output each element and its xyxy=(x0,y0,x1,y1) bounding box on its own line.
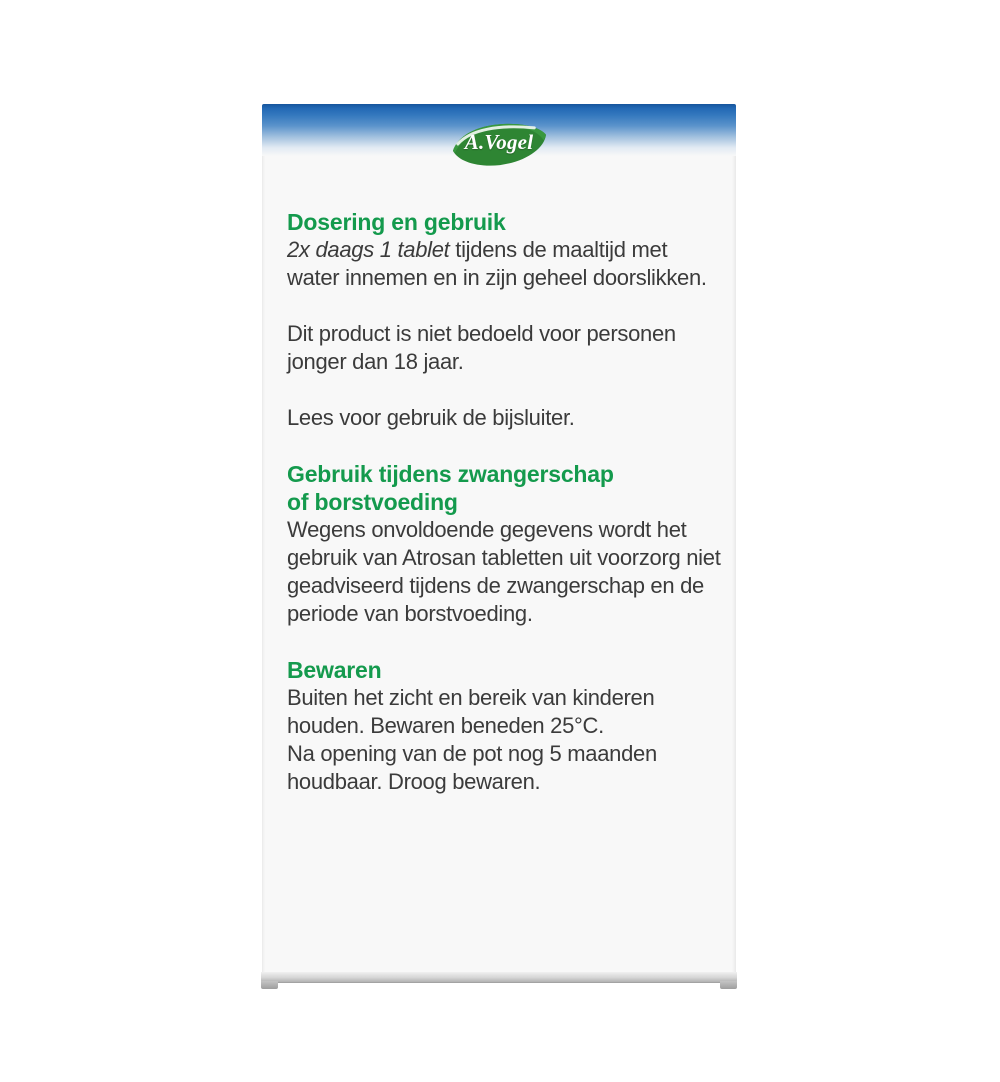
label-text-content xyxy=(287,208,723,796)
section-heading-bewaren: Bewaren xyxy=(287,657,382,683)
heading-line-2: of borstvoeding xyxy=(287,489,458,515)
dosage-rest: tijdens de maaltijd met water innemen en in zijn geheel doorslikken. xyxy=(287,237,707,290)
section-heading-dosering: Dosering en gebruik xyxy=(287,209,506,235)
section-zwangerschap xyxy=(287,460,723,628)
section-bewaren xyxy=(287,656,723,796)
pregnancy-paragraph: Wegens onvoldoende gegevens wordt het gebruik van Atrosan tabletten uit voorzorg niet geadviseerd tijdens de zwangerschap en de periode van borstvoeding. xyxy=(287,517,721,626)
dosage-paragraph xyxy=(287,236,723,292)
section-dosering xyxy=(287,208,723,432)
dosage-emphasis: 2x daags 1 tablet xyxy=(287,237,450,262)
avogel-logo-text: A.Vogel xyxy=(464,130,534,154)
storage-paragraph-2: Na opening van de pot nog 5 maanden houdbaar. Droog bewaren. xyxy=(287,741,657,794)
box-bottom-edge xyxy=(261,972,737,983)
heading-line-1: Gebruik tijdens zwangerschap xyxy=(287,461,614,487)
avogel-logo xyxy=(450,121,548,169)
product-box-back-panel xyxy=(262,104,736,978)
storage-paragraph-1: Buiten het zicht en bereik van kinderen houden. Bewaren beneden 25°C. xyxy=(287,685,655,738)
leaflet-paragraph: Lees voor gebruik de bijsluiter. xyxy=(287,405,575,430)
section-heading-zwangerschap xyxy=(287,460,723,516)
age-restriction-paragraph: Dit product is niet bedoeld voor personen jonger dan 18 jaar. xyxy=(287,321,676,374)
box-bottom-flap-left xyxy=(261,981,278,989)
box-bottom-flap-right xyxy=(720,981,737,989)
